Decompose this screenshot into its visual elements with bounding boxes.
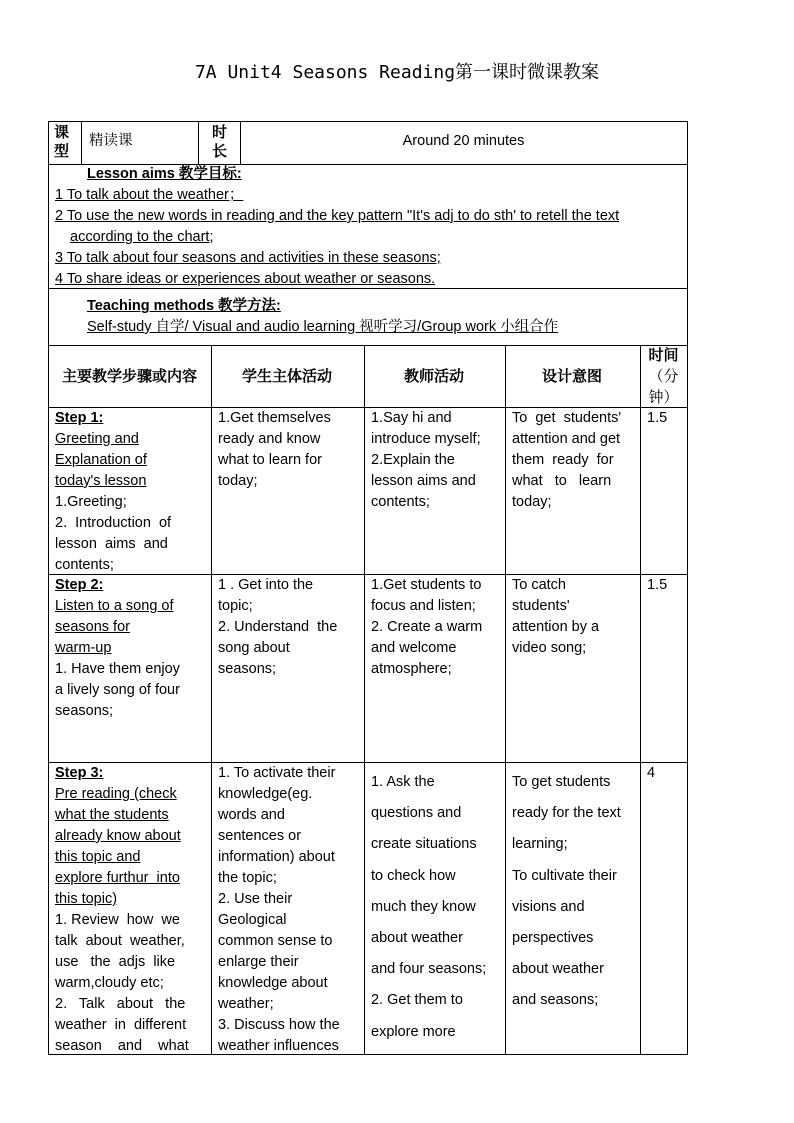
teaching-methods: [87, 296, 687, 338]
step-2-teacher: 1.Get students to focus and listen; 2. Create a warm and welcome atmosphere;: [371, 577, 483, 677]
step-2-time: 1.5: [647, 577, 668, 593]
step-3-time: 4: [647, 765, 656, 781]
lesson-aims-heading: Lesson aims 教学目标:: [87, 166, 242, 182]
step-1-content: Step 1: Greeting and Explanation of today's lesson 1.Greeting; 2. Introduction of lesson aims and contents;: [55, 410, 172, 573]
step-1-student: 1.Get themselves ready and know what to learn for today;: [218, 410, 331, 489]
duration-label: 时长: [212, 124, 228, 160]
step-1-teacher: 1.Say hi and introduce myself; 2.Explain the lesson aims and contents;: [371, 410, 481, 510]
type-label: 课型: [54, 124, 70, 160]
lesson-aims: [55, 164, 685, 290]
page-title: 7A Unit4 Seasons Reading第一课时微课教案: [194, 62, 600, 83]
aim-item: according to the chart;: [70, 229, 214, 245]
step-3-teacher: 1. Ask the questions and create situations to check how much they know about weather and four seasons; 2. Get them to explore more: [371, 774, 487, 1040]
step-1-intent: To get students' attention and get them ready for what to learn today;: [512, 410, 622, 510]
step-2-content: Step 2: Listen to a song of seasons for warm-up 1. Have them enjoy a lively song of four seasons;: [55, 577, 180, 719]
duration-value: Around 20 minutes: [402, 133, 525, 149]
header-steps: 主要教学步骤或内容: [61, 368, 197, 385]
header-student: 学生主体活动: [241, 368, 332, 385]
aim-item: 1 To talk about the weather；: [55, 187, 244, 203]
teaching-methods-heading: Teaching methods 教学方法:: [87, 298, 281, 314]
aim-item: 4 To share ideas or experiences about weather or seasons.: [55, 271, 436, 287]
header-intent: 设计意图: [541, 368, 602, 385]
step-3-student: 1. To activate their knowledge(eg. words and sentences or information) about the topic; 2. Use their Geological common sense to enlarge their knowledge about weather; 3. Discuss how the weather influences: [218, 765, 340, 1054]
step-2-intent: To catch students' attention by a video song;: [512, 577, 600, 656]
type-value: 精读课: [89, 133, 133, 149]
teaching-methods-text: Self-study 自学/ Visual and audio learning 视听学习/Group work 小组合作: [87, 319, 559, 335]
aim-item: 2 To use the new words in reading and the key pattern "It's adj to do sth' to retell the text: [55, 208, 620, 224]
step-1-time: 1.5: [647, 410, 668, 426]
header-teacher: 教师活动: [403, 368, 464, 385]
aim-item: 3 To talk about four seasons and activities in these seasons;: [55, 250, 441, 266]
step-2-student: 1 . Get into the topic; 2. Understand the song about seasons;: [218, 577, 338, 677]
header-time: 时间 （分 钟）: [648, 347, 679, 406]
step-3-content: Step 3: Pre reading (check what the students already know about this topic and explore furthur into this topic) 1. Review how we talk about weather, use the adjs like warm,cloudy etc; 2. Talk about the weather in different season and what: [55, 765, 189, 1054]
step-3-intent: To get students ready for the text learning; To cultivate their visions and perspectives about weather and seasons;: [512, 774, 621, 1009]
